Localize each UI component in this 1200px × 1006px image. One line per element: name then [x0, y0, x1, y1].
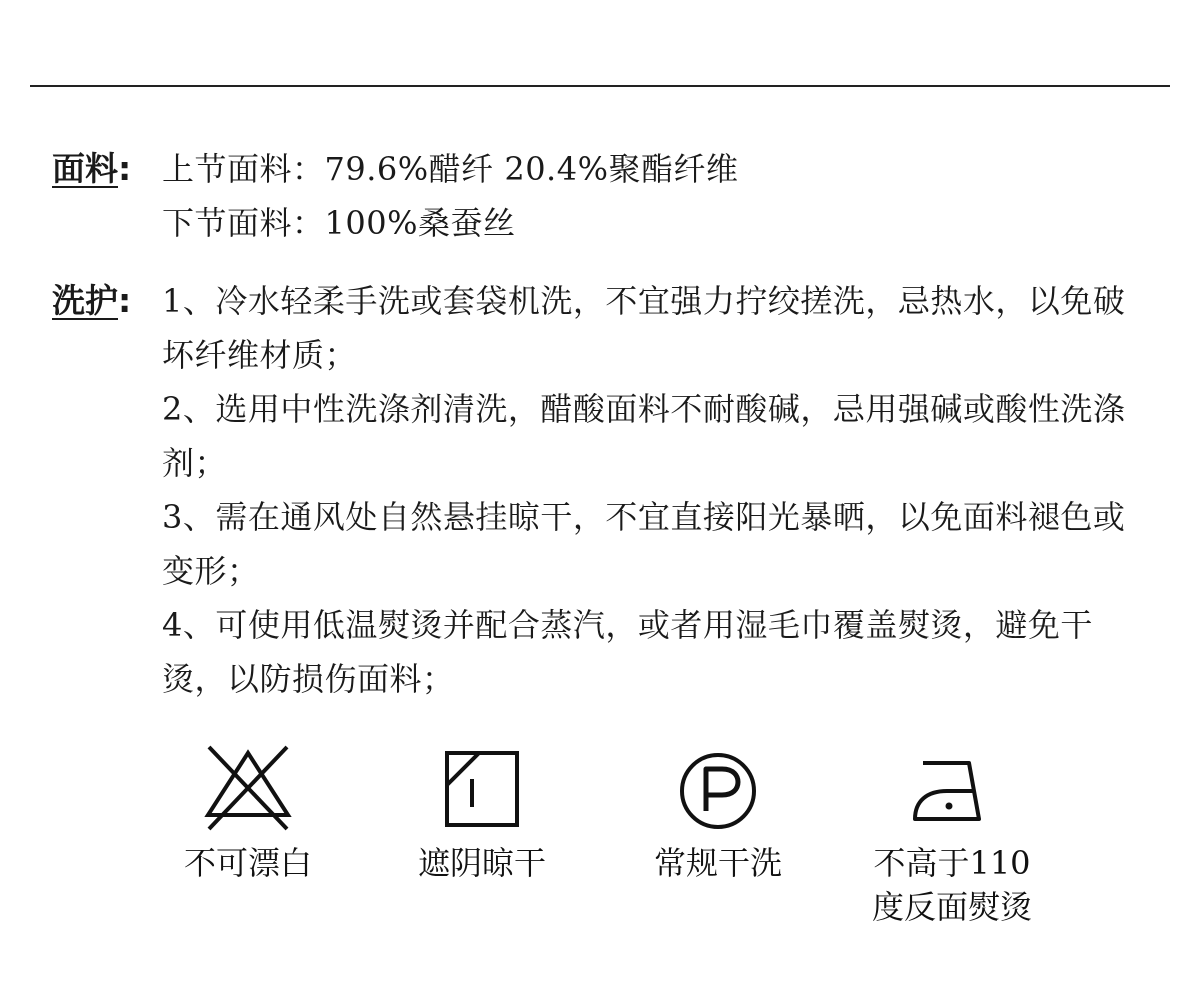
care-section: [52, 274, 1152, 706]
symbol-caption-iron-low: [842, 841, 1062, 929]
no-bleach-icon: [203, 745, 293, 833]
materials-body: [162, 142, 1152, 250]
symbol-no-bleach: [138, 745, 358, 885]
materials-section: [52, 142, 1152, 250]
care-item-2: 2、选用中性洗涤剂清洗，醋酸面料不耐酸碱，忌用强碱或酸性洗涤剂；: [162, 390, 1126, 482]
dry-clean-p-icon: [674, 745, 762, 833]
iron-low-icon: [907, 745, 997, 833]
symbol-caption-dry-clean: 常规干洗: [653, 844, 782, 882]
materials-label: 面料:: [52, 149, 132, 188]
care-item-1: 1、冷水轻柔手洗或套袋机洗，不宜强力拧绞搓洗，忌热水，以免破坏纤维材质；: [162, 282, 1126, 374]
symbol-iron-low: [842, 745, 1062, 929]
shade-dry-icon: [442, 745, 522, 833]
symbol-caption-shade-dry: 遮阴晾干: [417, 844, 546, 882]
care-item-3: 3、需在通风处自然悬挂晾干，不宜直接阳光暴晒，以免面料褪色或变形；: [162, 498, 1126, 590]
symbol-shade-dry: [372, 745, 592, 885]
care-body: [162, 274, 1152, 706]
material-line-upper: 上节面料：79.6%醋纤 20.4%聚酯纤维: [162, 150, 739, 188]
symbol-caption-no-bleach: 不可漂白: [183, 844, 312, 882]
care-label: 洗护:: [52, 281, 132, 320]
iron-caption-line-2: 度反面熨烫: [871, 888, 1032, 926]
top-divider: [30, 85, 1170, 87]
material-line-lower: 下节面料：100%桑蚕丝: [162, 204, 516, 242]
care-item-4: 4、可使用低温熨烫并配合蒸汽，或者用湿毛巾覆盖熨烫，避免干烫，以防损伤面料；: [162, 606, 1093, 698]
iron-caption-line-1: 不高于110: [873, 844, 1031, 882]
care-symbols: [0, 745, 1200, 945]
symbol-dry-clean: [608, 745, 828, 885]
